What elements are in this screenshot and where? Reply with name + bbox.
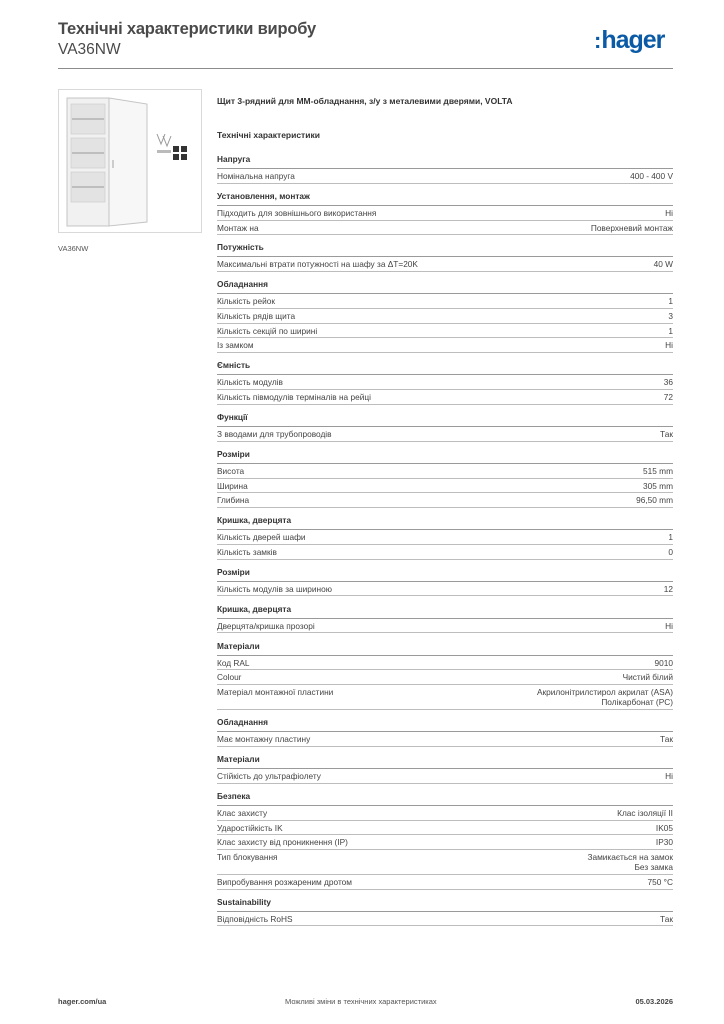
spec-row: [217, 875, 673, 890]
spec-value: Так: [660, 734, 673, 745]
spec-value: Поверхневий монтаж: [590, 222, 673, 233]
spec-value: Ні: [665, 340, 673, 351]
spec-value: Так: [660, 428, 673, 439]
section-title: Потужність: [217, 242, 673, 257]
spec-row: [217, 732, 673, 747]
spec-row: [217, 464, 673, 479]
footer-website[interactable]: hager.com/ua: [58, 997, 107, 1006]
hager-logo: :hager: [594, 26, 665, 54]
spec-value: 305 mm: [643, 480, 673, 491]
spec-value: Замикається на замок Без замка: [587, 851, 673, 873]
spec-row: [217, 206, 673, 221]
spec-label: Висота: [217, 465, 245, 476]
spec-section: [217, 897, 673, 927]
tech-specs-heading: Технічні характеристики: [217, 130, 320, 140]
spec-row: [217, 338, 673, 353]
spec-label: Кількість півмодулів терміналів на рейці: [217, 392, 371, 403]
spec-row: [217, 656, 673, 671]
spec-label: Клас захисту від проникнення (IP): [217, 837, 348, 848]
specifications: [217, 96, 673, 934]
spec-row: [217, 221, 673, 236]
spec-row: [217, 530, 673, 545]
spec-value: 1: [668, 532, 673, 543]
spec-label: Матеріал монтажної пластини: [217, 686, 334, 697]
spec-label: Кількість секцій по ширині: [217, 325, 318, 336]
spec-value: 36: [663, 377, 673, 388]
header-divider: [58, 68, 673, 69]
spec-row: [217, 685, 673, 710]
spec-label: Удароcтійкість IK: [217, 822, 283, 833]
spec-value: 12: [663, 583, 673, 594]
spec-section: [217, 641, 673, 710]
spec-label: Ширина: [217, 480, 248, 491]
spec-label: Відповідність RoHS: [217, 913, 293, 924]
spec-label: Кількість замків: [217, 546, 277, 557]
spec-value: 96,50 mm: [636, 495, 673, 506]
spec-value: Ні: [665, 620, 673, 631]
spec-row: [217, 493, 673, 508]
spec-row: [217, 769, 673, 784]
page-header: [58, 20, 316, 59]
spec-label: Номінальна напруга: [217, 171, 295, 181]
spec-section: [217, 412, 673, 442]
spec-row: [217, 427, 673, 442]
spec-row: [217, 806, 673, 821]
spec-label: Кількість рядів щита: [217, 311, 296, 322]
spec-label: Монтаж на: [217, 222, 259, 233]
spec-value: 9010: [654, 657, 673, 668]
section-title: Функції: [217, 412, 673, 427]
spec-value: 400 - 400 V: [630, 171, 673, 181]
spec-row: [217, 582, 673, 597]
image-caption: VA36NW: [58, 244, 89, 253]
spec-label: Глибина: [217, 495, 250, 506]
section-title: Розміри: [217, 567, 673, 582]
spec-label: Максимальні втрати потужності на шафу за ΔT=20K: [217, 259, 418, 270]
spec-label: Стійкість до ультрафіолету: [217, 770, 321, 781]
spec-value: 1: [668, 296, 673, 307]
section-title: Кришка, дверцята: [217, 604, 673, 619]
section-title: Установлення, монтаж: [217, 191, 673, 206]
section-title: Розміри: [217, 449, 673, 464]
spec-value: IP30: [655, 837, 673, 848]
spec-row: [217, 850, 673, 875]
spec-row: [217, 479, 673, 494]
spec-row: [217, 324, 673, 339]
spec-row: [217, 835, 673, 850]
section-title: Обладнання: [217, 717, 673, 732]
spec-value: Ні: [665, 207, 673, 218]
section-title: Напруга: [217, 154, 673, 169]
spec-section: [217, 791, 673, 890]
spec-row: [217, 375, 673, 390]
spec-label: Клас захисту: [217, 807, 268, 818]
spec-value: 750 °C: [647, 876, 673, 887]
spec-row: [217, 619, 673, 634]
spec-value: Ні: [665, 770, 673, 781]
spec-label: Кількість модулів за шириною: [217, 583, 332, 594]
spec-section: [217, 154, 673, 184]
spec-row: [217, 390, 673, 405]
section-title: Кришка, дверцята: [217, 515, 673, 530]
spec-label: Має монтажну пластину: [217, 734, 311, 745]
section-title: Безпека: [217, 791, 673, 806]
spec-section: [217, 279, 673, 353]
spec-value: 72: [663, 392, 673, 403]
spec-value: Чистий білий: [622, 672, 673, 683]
spec-value: Акрилонітрилстирол акрилат (ASA) Полікарбонат (PC): [536, 686, 673, 708]
spec-row: [217, 169, 673, 184]
spec-row: [217, 257, 673, 272]
spec-section: [217, 515, 673, 559]
spec-value: Так: [660, 913, 673, 924]
spec-row: [217, 294, 673, 309]
spec-row: [217, 821, 673, 836]
spec-label: Кількість рейок: [217, 296, 275, 307]
product-image: [58, 89, 202, 233]
section-title: Sustainability: [217, 897, 673, 912]
spec-sections: [217, 154, 673, 926]
product-code: VA36NW: [58, 41, 121, 58]
spec-value: 1: [668, 325, 673, 336]
spec-value: Клас ізоляції II: [617, 807, 673, 818]
spec-row: [217, 912, 673, 927]
spec-label: Кількість модулів: [217, 377, 283, 388]
spec-value: 515 mm: [643, 465, 673, 476]
spec-label: З вводами для трубопроводів: [217, 428, 332, 439]
spec-label: Colour: [217, 672, 242, 683]
spec-label: Із замком: [217, 340, 254, 351]
spec-label: Випробування розжареним дротом: [217, 876, 352, 887]
section-title: Матеріали: [217, 754, 673, 769]
spec-section: [217, 242, 673, 272]
footer-note: Можливі зміни в технічних характеристиках: [285, 997, 437, 1006]
spec-section: [217, 360, 673, 404]
spec-value: IK05: [655, 822, 673, 833]
spec-value: 40 W: [653, 259, 673, 270]
enclosure-illustration: [59, 90, 201, 232]
section-title: Обладнання: [217, 279, 673, 294]
spec-value: 3: [668, 311, 673, 322]
spec-section: [217, 717, 673, 747]
spec-label: Кількість дверей шафи: [217, 532, 306, 543]
spec-value: 0: [668, 546, 673, 557]
spec-row: [217, 545, 673, 560]
product-name: Щит 3-рядний для ММ-обладнання, з/у з металевими дверями, VOLTA: [217, 96, 513, 106]
spec-section: [217, 449, 673, 508]
spec-row: [217, 670, 673, 685]
spec-label: Підходить для зовнішнього використання: [217, 207, 377, 218]
spec-section: [217, 567, 673, 597]
spec-section: [217, 754, 673, 784]
document-title: Технічні характеристики виробу: [58, 20, 316, 38]
spec-section: [217, 191, 673, 235]
spec-label: Дверцята/кришка прозорі: [217, 620, 315, 631]
spec-section: [217, 604, 673, 634]
section-title: Матеріали: [217, 641, 673, 656]
footer-date: 05.03.2026: [635, 997, 673, 1006]
spec-row: [217, 309, 673, 324]
spec-label: Тип блокування: [217, 851, 278, 862]
section-title: Ємність: [217, 360, 673, 375]
spec-label: Код RAL: [217, 657, 250, 668]
